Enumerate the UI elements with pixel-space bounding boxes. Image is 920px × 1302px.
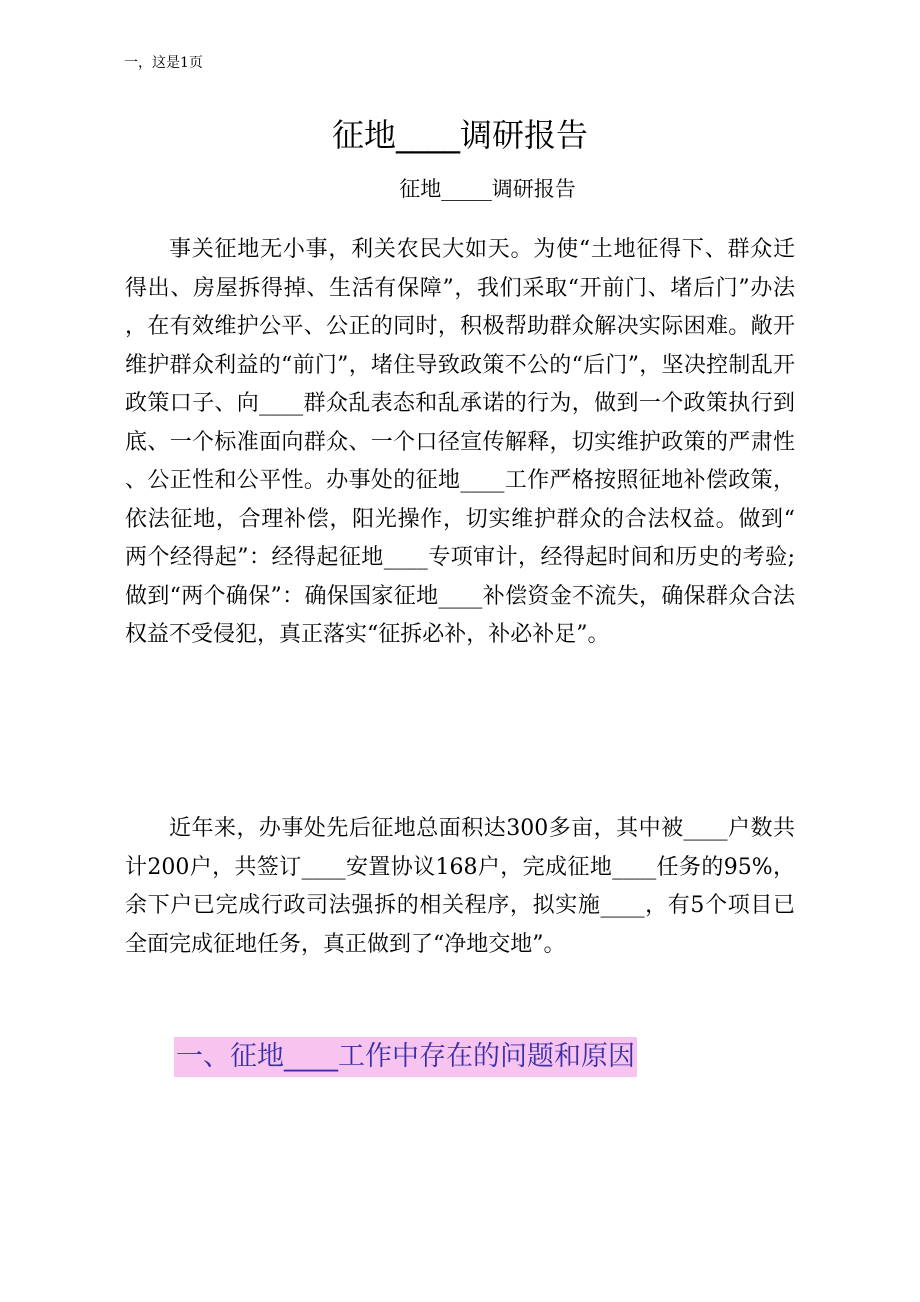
document-title: 征地____调研报告	[331, 116, 588, 154]
body-paragraph: 近年来，办事处先后征地总面积达300多亩，其中被____户数共计200户，共签订____安置协议168户，完成征地____任务的95%，余下户已完成行政司法强拆的相关程序，拟实施____，有5个项目已全面完成征地任务，真正做到了“净地交地”。	[125, 816, 795, 957]
section-heading: 一、征地____工作中存在的问题和原因	[174, 1037, 637, 1077]
page-label: 一，这是1页	[124, 55, 203, 71]
document-subtitle: 征地____调研报告	[399, 177, 576, 201]
body-paragraph: 事关征地无小事，利关农民大如天。为使“土地征得下、群众迁得出、房屋拆得掉、生活有保障”，我们采取“开前门、堵后门”办法，在有效维护公平、公正的同时，积极帮助群众解决实际困难。敞开维护群众利益的“前门”，堵住导致政策不公的“后门”，坚决控制乱开政策口子、向____群众乱表态和乱承诺的行为，做到一个政策执行到底、一个标准面向群众、一个口径宣传解释，切实维护政策的严肃性、公正性和公平性。办事处的征地____工作严格按照征地补偿政策，依法征地，合理补偿，阳光操作，切实维护群众的合法权益。做到“两个经得起”：经得起征地____专项审计，经得起时间和历史的考验;做到“两个确保”：确保国家征地____补偿资金不流失，确保群众合法权益不受侵犯，真正落实“征拆必补，补必补足”。	[125, 237, 795, 647]
